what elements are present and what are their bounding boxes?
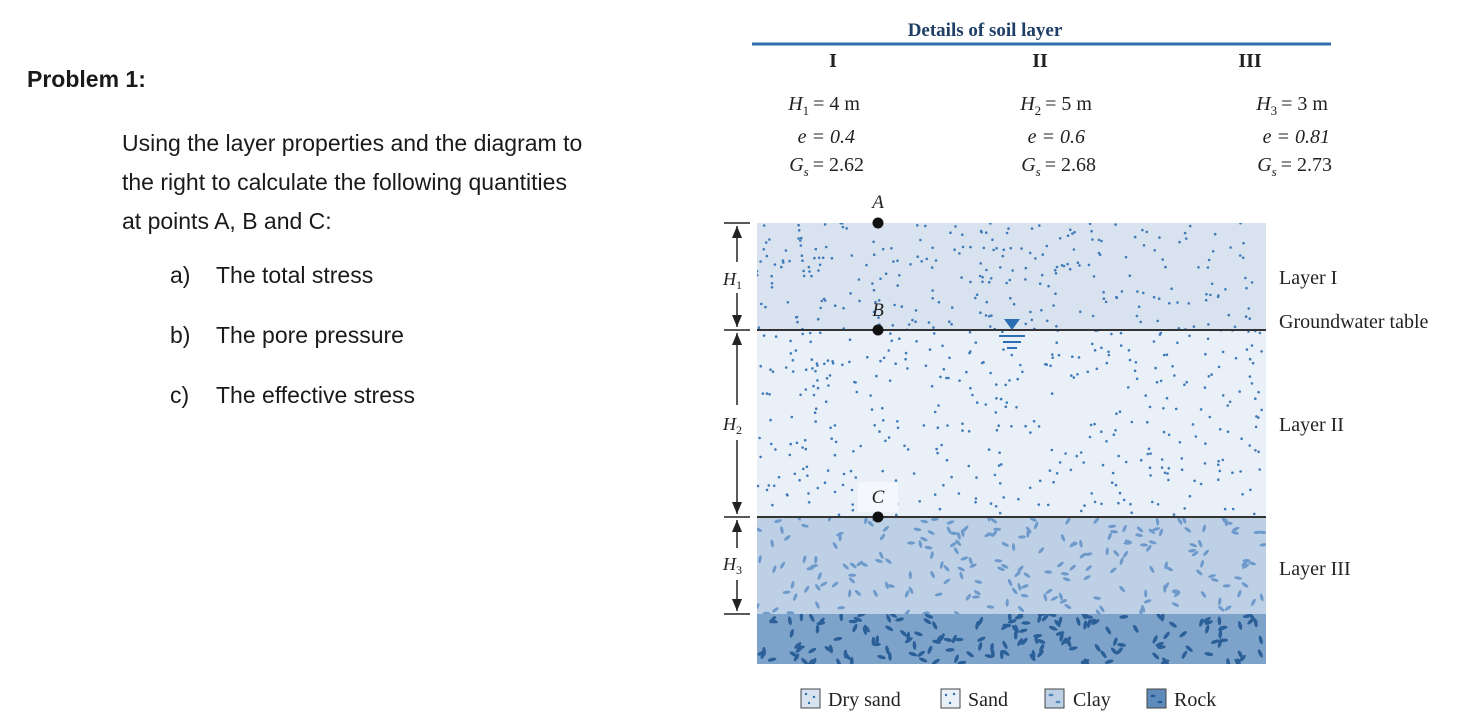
point-a-marker <box>873 218 884 229</box>
point-a-label: A <box>872 192 884 213</box>
dim-h2-label: $H_2$ <box>723 414 742 437</box>
layer1-void-ratio: e = 0.4 <box>797 126 855 148</box>
legend-dry-sand-label: Dry sand <box>828 689 901 711</box>
column-numeral-1: I <box>829 50 837 72</box>
point-c-label: C <box>871 487 885 508</box>
legend-clay-swatch <box>1045 689 1064 708</box>
legend-rock-swatch <box>1147 689 1166 708</box>
layer3-label: Layer III <box>1279 558 1351 580</box>
column-numeral-2: II <box>1032 50 1048 72</box>
question-a-label: a) <box>170 262 191 288</box>
layer2-sand <box>757 330 1266 517</box>
layer2-void-ratio: e = 0.6 <box>1027 126 1085 148</box>
point-b-marker <box>873 325 884 336</box>
layer3-specific-gravity: $G_s = 2.73$ <box>1257 154 1332 179</box>
statement-line-3: at points A, B and C: <box>122 208 332 234</box>
dim-h1-label: $H_1$ <box>723 269 742 292</box>
legend-dry-sand-swatch <box>801 689 820 708</box>
layer2-thickness: $H_2 = 5$ m <box>1020 93 1092 118</box>
layer1-specific-gravity: $G_s = 2.62$ <box>789 154 864 179</box>
question-a-text: The total stress <box>216 262 374 288</box>
groundwater-table-label: Groundwater table <box>1279 311 1429 333</box>
question-c-label: c) <box>170 382 190 408</box>
point-c-marker <box>873 512 884 523</box>
layer1-label: Layer I <box>1279 267 1338 289</box>
column-numeral-3: III <box>1238 50 1262 72</box>
question-c-text: The effective stress <box>216 382 415 408</box>
question-b-text: The pore pressure <box>216 322 404 348</box>
layer2-specific-gravity: $G_s = 2.68$ <box>1021 154 1096 179</box>
legend <box>801 689 1216 711</box>
layer2-label: Layer II <box>1279 414 1344 436</box>
statement-line-2: the right to calculate the following quantities <box>122 169 567 195</box>
point-b-label: B <box>872 300 884 321</box>
layer3-thickness: $H_3 = 3$ m <box>1256 93 1328 118</box>
dim-h3-label: $H_3$ <box>723 554 742 577</box>
statement-line-1: Using the layer properties and the diagram to <box>122 130 583 156</box>
problem-heading: Problem 1: <box>27 66 146 92</box>
layer1-dry-sand <box>757 223 1266 330</box>
legend-rock-label: Rock <box>1174 689 1217 711</box>
legend-sand-label: Sand <box>968 689 1008 711</box>
question-b-label: b) <box>170 322 191 348</box>
layer3-void-ratio: e = 0.81 <box>1262 126 1330 148</box>
legend-clay-label: Clay <box>1073 689 1111 711</box>
table-title: Details of soil layer <box>907 20 1063 41</box>
legend-sand-swatch <box>941 689 960 708</box>
layer1-thickness: $H_1 = 4$ m <box>788 93 860 118</box>
